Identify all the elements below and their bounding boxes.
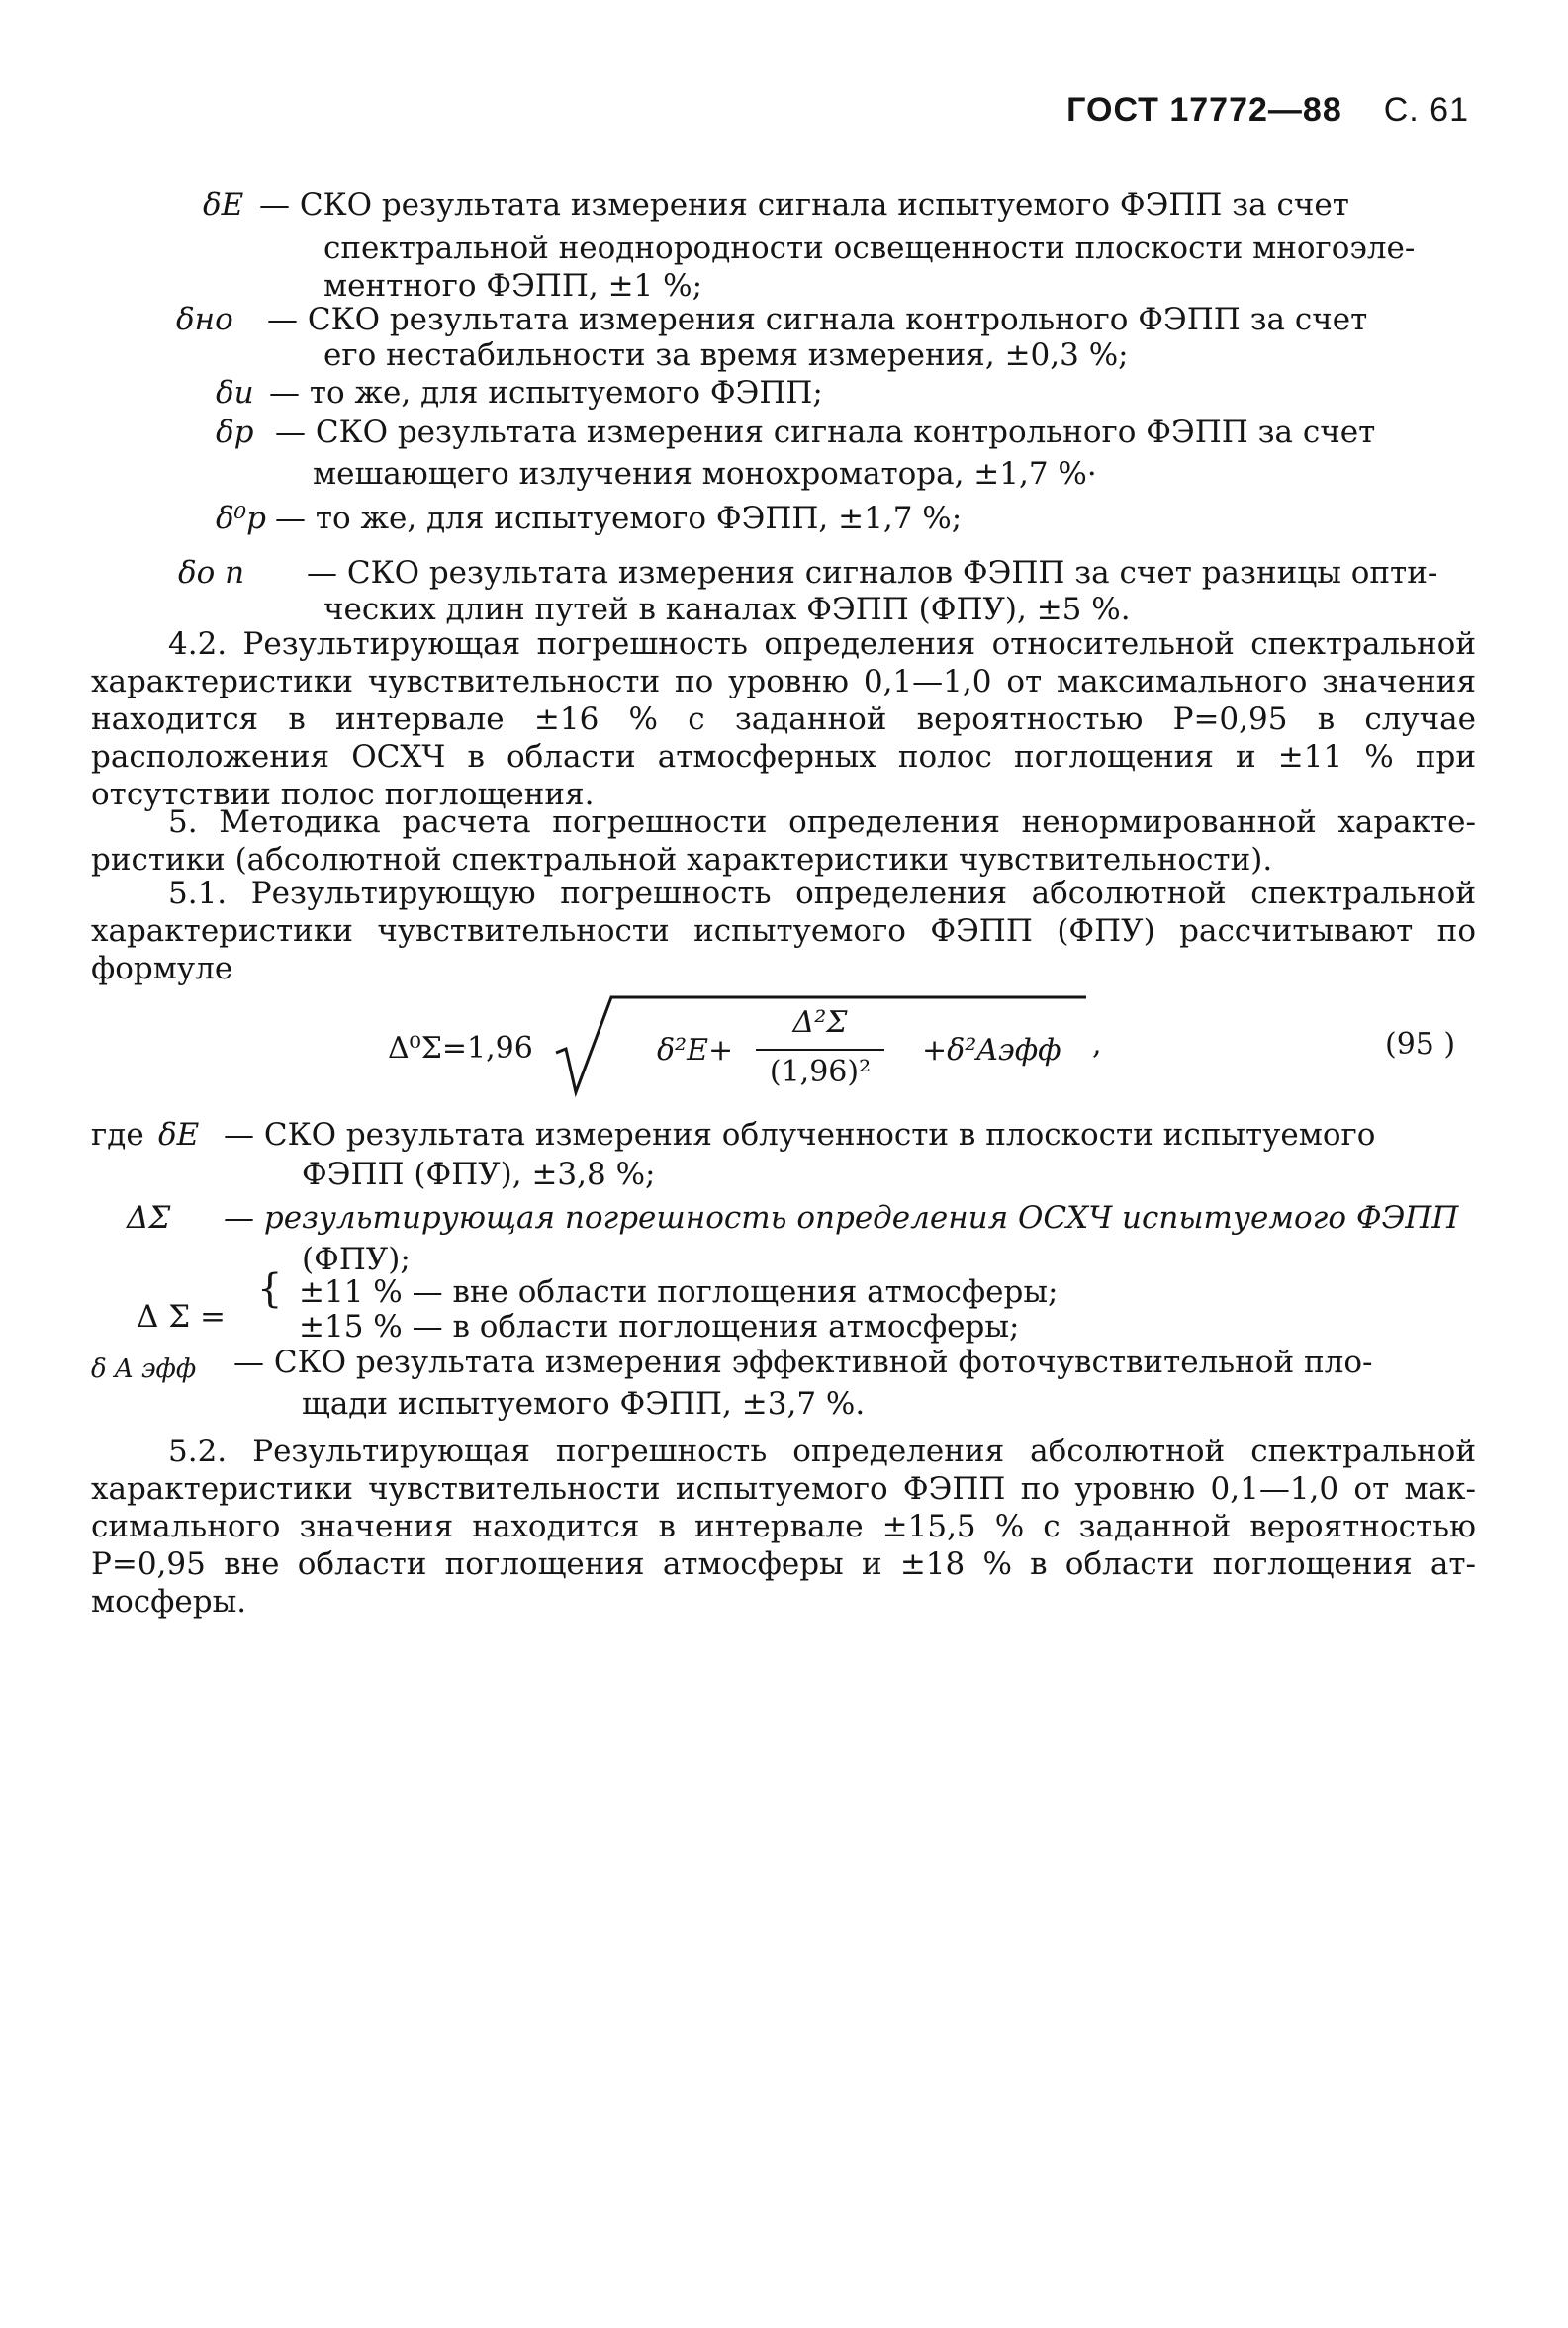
- def-symbol: δно: [176, 302, 233, 337]
- def-text: ческих длин путей в каналах ФЭПП (ФПУ), ±5 %.: [323, 592, 1131, 627]
- def-text: — то же, для испытуемого ФЭПП;: [269, 375, 823, 411]
- def-text: — СКО результата измерения сигнала контрольного ФЭПП за счет: [267, 302, 1368, 337]
- page-number: С. 61: [1383, 91, 1469, 129]
- def-text: — СКО результата измерения сигнала испытуемого ФЭПП за счет: [259, 187, 1349, 223]
- paragraph-4-2: 4.2. Результирующая погрешность определения относительной спектральной характеристики чувствительности по уровню 0,1—1,0 от максимального значения находится в интервале ±16 % с заданной вероятностью P=0,95 в случае расположения ОСХЧ в области атмосферных полос поглощения и ±11 % при отсутствии полос поглощения.: [91, 626, 1476, 812]
- def-symbol: δ A эфф: [91, 1354, 197, 1384]
- def-symbol: δр: [216, 415, 254, 450]
- formula-term-delta-a: +δ²Aэфф: [922, 1033, 1061, 1068]
- def-symbol: δи: [216, 375, 254, 411]
- fraction-line: [756, 1049, 884, 1051]
- def-symbol: δE: [203, 187, 244, 223]
- formula-lhs: Δ⁰Σ=1,96: [388, 1031, 533, 1066]
- paragraph-5-2: 5.2. Результирующая погрешность определения абсолютной спектральной характеристики чувствительности испытуемого ФЭПП по уровню 0,1—1,0 от максимального значения находится в интервале ±15,5 % с заданной вероятностью P=0,95 вне области поглощения атмосферы и ±18 % в области поглощения атмосферы.: [91, 1434, 1476, 1620]
- def-symbol: δо п: [178, 555, 245, 591]
- def-text: спектральной неоднородности освещенности плоскости многоэле-: [323, 231, 1416, 266]
- formula-term-delta-e: δ²E+: [657, 1033, 734, 1068]
- def-symbol: Δ Σ =: [137, 1299, 226, 1335]
- formula-numerator: Δ²Σ: [792, 1005, 848, 1040]
- def-text: — СКО результата измерения эффективной фоточувствительной пло-: [233, 1345, 1373, 1380]
- def-text: — результирующая погрешность определения ОСХЧ испытуемого ФЭПП: [224, 1200, 1459, 1236]
- def-text: (ФПУ);: [302, 1242, 411, 1277]
- def-symbol: δ⁰р: [216, 501, 266, 536]
- formula-denominator: (1,96)²: [769, 1055, 872, 1089]
- brace-top: {: [257, 1266, 283, 1312]
- paragraph-5-1: 5.1. Результирующую погрешность определения абсолютной спектральной характеристики чувствительности испытуемого ФЭПП (ФПУ) рассчитывают по формуле: [91, 876, 1476, 986]
- def-text: — СКО результата измерения сигнала контрольного ФЭПП за счет: [275, 415, 1376, 450]
- def-text: ФЭПП (ФПУ), ±3,8 %;: [302, 1157, 656, 1192]
- def-text: ментного ФЭПП, ±1 %;: [323, 268, 703, 304]
- def-text: его нестабильности за время измерения, ±0,3 %;: [323, 337, 1129, 373]
- def-text: — СКО результата измерения сигналов ФЭПП за счет разницы опти-: [307, 555, 1438, 591]
- standard-number: ГОСТ 17772—88: [1066, 91, 1342, 129]
- def-text: щади испытуемого ФЭПП, ±3,7 %.: [302, 1386, 866, 1422]
- paragraph-5: 5. Методика расчета погрешности определения ненормированной характеристики (абсолютной спектральной характеристики чувствительности).: [91, 804, 1476, 878]
- page-header: [1066, 91, 1469, 130]
- def-symbol: δE: [158, 1117, 200, 1153]
- formula-comma: ,: [1092, 1027, 1102, 1062]
- def-text: ±11 % — вне области поглощения атмосферы;: [299, 1274, 1059, 1310]
- formula-number: (95 ): [1385, 1027, 1456, 1062]
- def-symbol: ΔΣ: [127, 1200, 171, 1236]
- formula-95: [388, 991, 1476, 1100]
- where-word: где: [91, 1117, 144, 1153]
- def-text: ±15 % — в области поглощения атмосферы;: [299, 1309, 1020, 1345]
- def-text: — то же, для испытуемого ФЭПП, ±1,7 %;: [275, 501, 963, 536]
- def-text: мешающего излучения монохроматора, ±1,7 %·: [313, 456, 1097, 492]
- def-text: — СКО результата измерения облученности в плоскости испытуемого: [224, 1117, 1376, 1153]
